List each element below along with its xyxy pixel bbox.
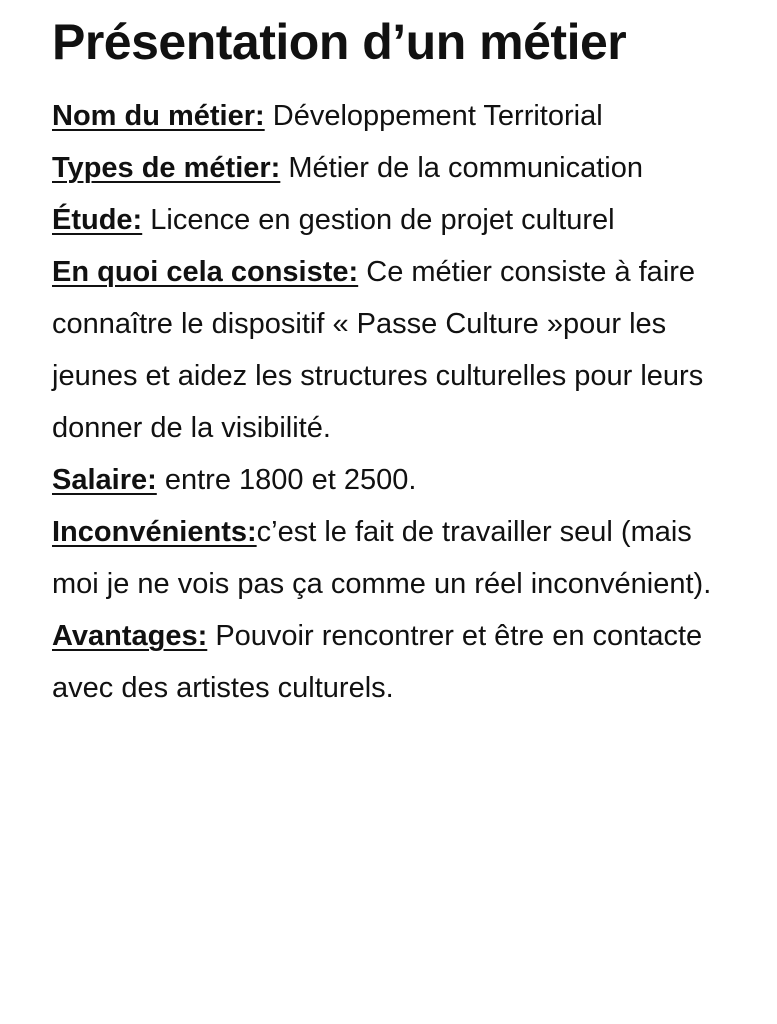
- entry-salaire: [52, 454, 732, 506]
- entry-text: Ce métier consiste à faire connaître le dispositif « Passe Culture »pour les jeunes et aidez les structures culturelles pour leurs donner de la visibilité.: [52, 256, 704, 444]
- entry-text: Pouvoir rencontrer et être en contacte avec des artistes culturels.: [52, 620, 703, 704]
- document: [52, 10, 732, 714]
- entry-text: Licence en gestion de projet culturel: [142, 204, 615, 236]
- entry-label: Nom du métier:: [52, 100, 265, 132]
- entry-types-de-metier: [52, 142, 732, 194]
- entry-etude: [52, 194, 732, 246]
- entry-inconvenients: [52, 506, 732, 610]
- entry-text: c’est le fait de travailler seul (mais moi je ne vois pas ça comme un réel inconvénient).: [52, 516, 712, 600]
- entry-text: Développement Territorial: [264, 100, 603, 132]
- entry-label: En quoi cela consiste:: [52, 256, 359, 288]
- entry-text: Métier de la communication: [280, 152, 643, 184]
- entry-label: Salaire:: [52, 464, 157, 496]
- entry-label: Avantages:: [52, 620, 208, 652]
- page-title: Présentation d’un métier: [52, 14, 627, 70]
- entry-text: entre 1800 et 2500.: [156, 464, 417, 496]
- entry-label: Types de métier:: [52, 152, 281, 184]
- entry-label: Étude:: [52, 204, 143, 236]
- entry-avantages: [52, 610, 732, 714]
- entry-label: Inconvénients:: [52, 516, 257, 548]
- entry-en-quoi-cela-consiste: [52, 246, 732, 454]
- entry-nom-du-metier: [52, 90, 732, 142]
